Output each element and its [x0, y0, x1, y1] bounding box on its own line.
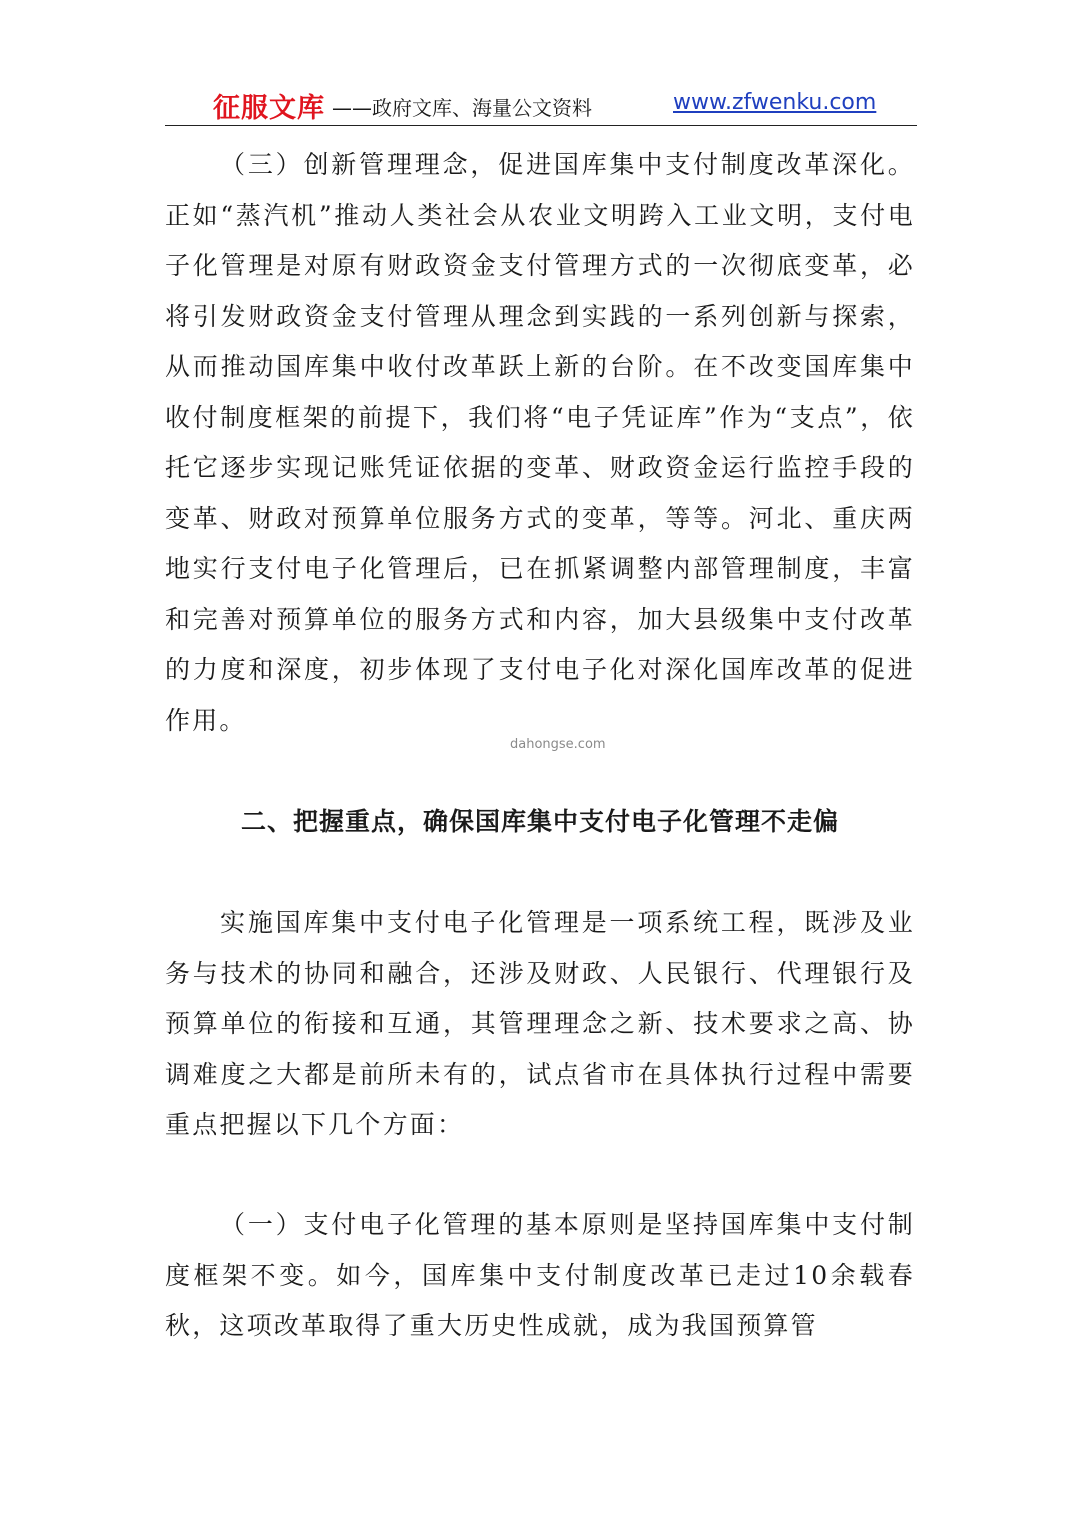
- section-heading: 二、把握重点，确保国库集中支付电子化管理不走偏: [240, 807, 839, 836]
- page-header: [165, 84, 917, 126]
- document-body: [165, 140, 915, 746]
- brand-logo-text: 征服文库: [213, 93, 325, 124]
- brand-tagline: ——政府文库、海量公文资料: [332, 96, 592, 120]
- body-paragraph: 实施国库集中支付电子化管理是一项系统工程，既涉及业务与技术的协同和融合，还涉及财政、人民银行、代理银行及预算单位的衔接和互通，其管理理念之新、技术要求之高、协调难度之大都是前所未有的，试点省市在具体执行过程中需要重点把握以下几个方面：: [165, 908, 915, 1139]
- body-paragraph: （三）创新管理理念，促进国库集中支付制度改革深化。正如“蒸汽机”推动人类社会从农业文明跨入工业文明，支付电子化管理是对原有财政资金支付管理方式的一次彻底变革，必将引发财政资金支付管理从理念到实践的一系列创新与探索，从而推动国库集中收付改革跃上新的台阶。在不改变国库集中收付制度框架的前提下，我们将“电子凭证库”作为“支点”，依托它逐步实现记账凭证依据的变革、财政资金运行监控手段的变革、财政对预算单位服务方式的变革，等等。河北、重庆两地实行支付电子化管理后，已在抓紧调整内部管理制度，丰富和完善对预算单位的服务方式和内容，加大县级集中支付改革的力度和深度，初步体现了支付电子化对深化国库改革的促进作用。: [165, 150, 915, 735]
- watermark-text: dahongse.com: [510, 737, 606, 752]
- site-url-link[interactable]: www.zfwenku.com: [673, 90, 877, 115]
- header-divider: [165, 125, 917, 126]
- body-paragraph: （一）支付电子化管理的基本原则是坚持国库集中支付制度框架不变。如今，国库集中支付制度改革已走过10余载春秋，这项改革取得了重大历史性成就，成为我国预算管: [165, 1210, 915, 1340]
